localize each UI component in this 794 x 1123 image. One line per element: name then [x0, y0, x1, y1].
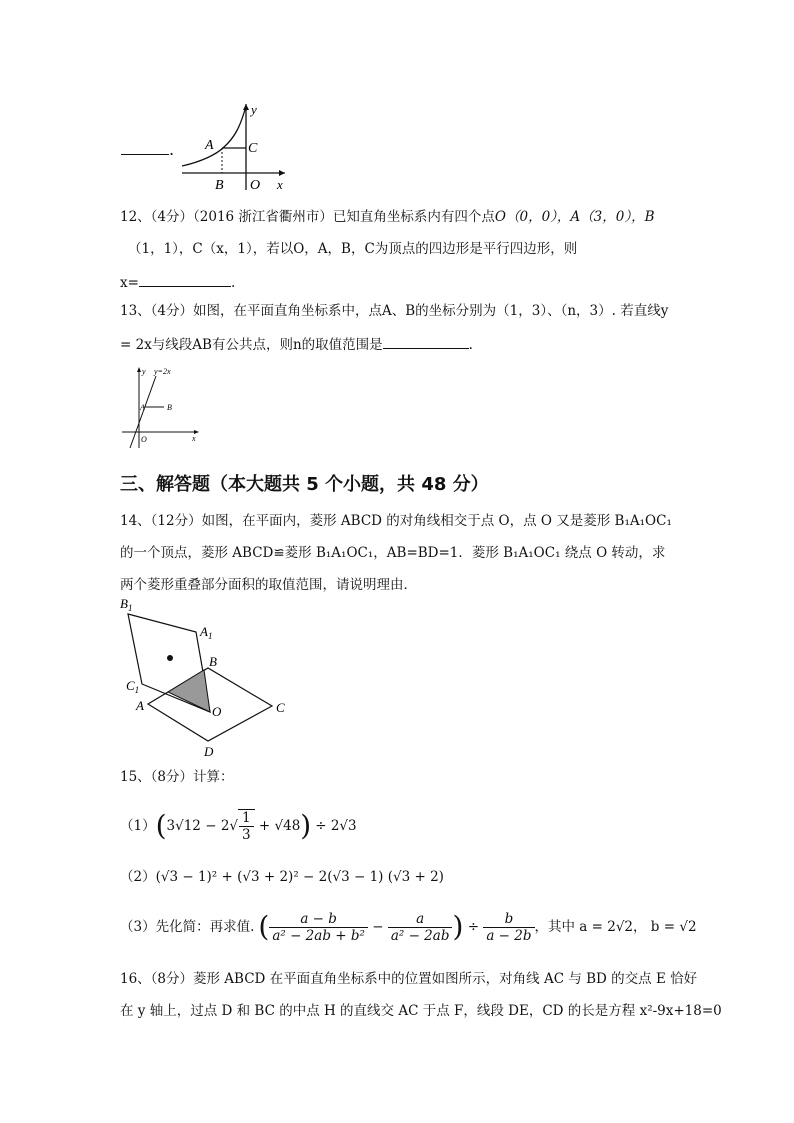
- q13-line1: 13、（4分）如图，在平面直角坐标系中，点A、B的坐标分别为（1，3）、（n，3）. 若直线y: [120, 303, 669, 319]
- label-o: O: [141, 435, 147, 444]
- label-b1: $B_1$: [120, 596, 133, 613]
- q13-line2: = 2x与线段AB有公共点，则n的取值范围是 .: [120, 334, 473, 354]
- label-a1: $A_1$: [200, 624, 213, 641]
- label-x: x: [277, 177, 283, 192]
- q16-line1: 16、（8分）菱形 ABCD 在平面直角坐标系中的位置如图所示，对角线 AC 与 BD 的交点 E 恰好: [120, 971, 698, 987]
- label-b: B: [215, 178, 224, 192]
- rhombus-abcd: [148, 668, 272, 741]
- q11-figure: [180, 100, 290, 192]
- q13-figure: [120, 362, 205, 452]
- label-b: B: [167, 403, 172, 412]
- q15-part3: （3）先化简：再求值. ( $\frac{a - b}{\text{a² − 2ab + b²}}$ − $\frac{a}{\text{a² − 2ab}}$ ) ÷ $\frac{b}{a - 2b}$ ，其中 a = 2√2， b = √2: [120, 910, 697, 944]
- q12-line1: 12、（4分）（2016 浙江省衢州市）已知直角坐标系内有四个点O（0，0），A（3，0），B: [120, 209, 655, 225]
- label-y: y: [251, 102, 257, 117]
- label-c: C: [276, 700, 285, 715]
- q15-part1: （1） ( 3√12 − 2 √ $\frac{1}{3}$ + √48 ) ÷ 2√3: [120, 809, 357, 843]
- q16-line2: 在 y 轴上，过点 D 和 BC 的中点 H 的直线交 AC 于点 F，线段 DE，CD 的长是方程 x²-9x+18=0: [120, 1003, 722, 1019]
- q15-part2: （2）(√3 − 1)² + (√3 + 2)² − 2(√3 − 1) (√3 + 2): [120, 869, 444, 885]
- q14-line1: 14、（12分）如图，在平面内，菱形 ABCD 的对角线相交于点 O，点 O 又是菱形 B₁A₁OC₁: [120, 513, 672, 529]
- label-x: x: [192, 434, 196, 443]
- y-axis-arrow: [137, 367, 141, 372]
- label-line: y=2x: [154, 367, 171, 376]
- label-a: A: [205, 138, 214, 153]
- label-y: y: [142, 367, 146, 376]
- q12-line3: x= .: [120, 272, 235, 292]
- q15-title: 15、（8分）计算：: [120, 769, 234, 785]
- overlap-region: [168, 670, 210, 712]
- label-a: A: [136, 698, 144, 713]
- section-heading: 三、解答题（本大题共 5 个小题，共 48 分）: [120, 474, 489, 495]
- label-o: O: [212, 704, 222, 719]
- label-o: O: [250, 178, 261, 192]
- label-d: D: [204, 744, 214, 759]
- q14-line3: 两个菱形重叠部分面积的取值范围，请说明理由．: [120, 577, 417, 593]
- center-dot: [167, 655, 173, 661]
- q14-line2: 的一个顶点，菱形 ABCD≌菱形 B₁A₁OC₁，AB=BD=1．菱形 B₁A₁OC₁ 绕点 O 转动，求: [120, 545, 666, 561]
- label-c: C: [248, 141, 258, 156]
- x-axis-arrow: [279, 170, 285, 176]
- label-c1: $C_1$: [126, 678, 140, 695]
- label-b: B: [209, 654, 217, 669]
- label-a: A: [140, 403, 145, 412]
- q14-figure: [118, 596, 298, 761]
- q12-line2: （1，1），C（x，1），若以O，A，B，C为顶点的四边形是平行四边形，则: [128, 241, 578, 257]
- q11-answer-blank: .: [121, 140, 174, 159]
- curve: [182, 106, 246, 166]
